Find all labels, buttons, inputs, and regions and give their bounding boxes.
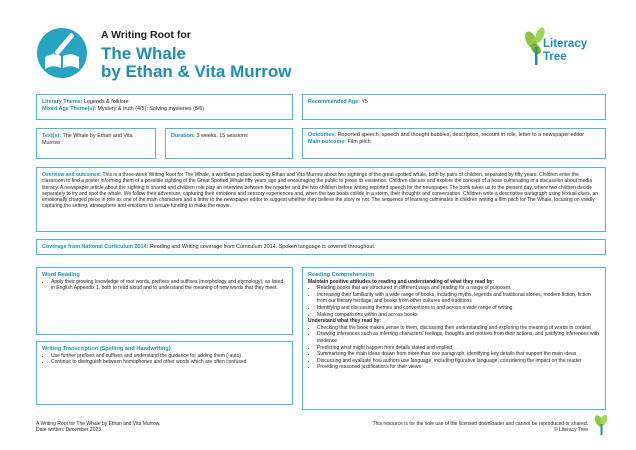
brand-name-line1: Literacy — [543, 38, 588, 50]
list-item: • Use further prefixes and suffixes and understand the guidance for adding them (-auto) — [51, 353, 287, 360]
age-label: Recommended Age: — [308, 99, 360, 105]
transcription-box — [36, 341, 293, 405]
transcription-title: Writing Transcription (Spelling and Handwriting) — [42, 346, 171, 352]
outcomes-box — [302, 128, 606, 159]
list-item: • Drawing inferences such as inferring characters' feelings, thoughts and motives from their actions, and justifying inferences with evidence — [317, 331, 600, 344]
brand-name-line2: Tree — [543, 51, 567, 63]
main-outcome-label: Main outcome: — [308, 139, 347, 145]
list-item: • Continue to distinguish between homophones and other words which are often confused — [51, 359, 287, 366]
doc-subtitle: A Writing Root for — [101, 29, 191, 41]
mixed-age-value: Mystery & truth (4/5); Solving mysteries (5/6) — [97, 106, 205, 112]
comprehension-box — [302, 267, 606, 410]
list-item: • Identifying and discussing themes and conventions in and across a wide range of writing — [317, 305, 600, 312]
themes-box — [36, 94, 293, 120]
texts-value: The Whale by Ethan and Vita Murrow — [42, 133, 133, 146]
theme-value: Legends & folklore — [83, 99, 129, 105]
coverage-label: Coverage from National Curriculum 2014: — [42, 244, 149, 250]
comprehension-subhead-2: Understand what they read by: — [308, 318, 382, 325]
outcomes-value: Reported speech, speech and thought bubbles, description, recount in role, letter to a newspaper editor — [337, 132, 584, 138]
duration-box — [165, 128, 293, 159]
coverage-box — [36, 239, 606, 255]
list-item: • Predicting what might happen from details stated and implied — [317, 345, 600, 352]
outcomes-label: Outcomes: — [308, 132, 337, 138]
footer-date: Date written: December 2023 — [36, 427, 102, 434]
list-item: • Discussing and evaluate how authors use language, including figurative language, considering the impact on the reader — [317, 358, 600, 365]
theme-label: Literary Theme: — [42, 99, 83, 105]
comprehension-subhead-1: Maintain positive attitudes to reading and understanding of what they read by: — [308, 278, 495, 285]
list-item: • Apply their growing knowledge of root words, prefixes and suffixes (morphology and etymology), as listed in English Appendix 1, both to read aloud and to understand the meaning of new words that they meet. — [51, 279, 287, 292]
footer-license-line1: This resource is for the sole use of the licensed downloader and cannot be reproduced or shared. — [372, 421, 588, 427]
footer-credit — [36, 421, 161, 434]
book-title: The Whale — [101, 44, 187, 63]
coverage-text: Reading and Writing coverage from Curriculum 2014. Spoken language is covered throughout. — [149, 244, 376, 250]
footer-credit-line1: A Writing Root for The Whale by Ethan and Vita Murrow. — [36, 421, 161, 427]
tree-icon — [592, 414, 610, 436]
list-item: • Providing reasoned justifications for their views — [317, 364, 600, 371]
comprehension-title: Reading Comprehension — [308, 272, 375, 278]
duration-value: 3 weeks, 15 sessions — [196, 133, 248, 139]
list-item: • Checking that the book makes sense to them, discussing their understanding and exploring the meaning of words in context — [317, 325, 600, 332]
texts-box — [36, 128, 156, 159]
mixed-age-label: Mixed Age Theme(s): — [42, 106, 97, 112]
word-reading-box — [36, 267, 293, 335]
brand-name — [543, 38, 587, 64]
word-reading-title: Word Reading — [42, 272, 80, 278]
texts-label: Text(s): — [42, 133, 62, 139]
book-pencil-icon — [36, 23, 88, 83]
duration-label: Duration: — [171, 133, 195, 139]
list-item: • Summarising the main ideas drawn from more than one paragraph, identifying key details that support the main ideas — [317, 351, 600, 358]
list-item: • Making comparisons within and across books — [317, 312, 600, 319]
list-item: • Increasing their familiarity with a wide range of books, including myths, legends and traditional stories, modern fiction, fiction from our literary heritage, and books from other cultures and traditions — [317, 292, 600, 305]
age-box — [302, 94, 606, 120]
overview-text: This is a three-week Writing Root for The Whale, a wordless picture book by Ethan and Vita Murrow about two sightings of the great spotted whale, both by pairs of children, separated by fifty years. Children enter the classroom to find a poster informing them of a possible sighting of the Great Spotted Whale fifty years ago and encouraging the public to prove its existence. Children discuss and explore the concept of a hoax culminating in a discussion about media literacy. A newspaper article about the sighting is shared and children role play an interview between the reporter and the two children before writing reported speech for the newspaper. The book takes us to the present day, where two children decide separately to try and spot the whale. We follow their adventure, capturing their emotions and sensory experiences and, when the two boats collide in a storm, their thoughts and conversation. Children write a descriptive paragraph using textual clues, an emotionally charged piece in role as one of the main characters and a letter to the newspaper editor to suggest whether they believe the story or not. The sequence of learning culminates in children writing a film pitch for The Whale, focusing on vividly capturing the setting, atmosphere and emotions to secure funding to make the movie. — [42, 172, 599, 210]
footer-license — [330, 421, 588, 434]
list-item: • Reading books that are structured in different ways and reading for a range of purposes — [317, 285, 600, 292]
age-value: Y5 — [361, 99, 368, 105]
footer-copyright: © Literacy Tree — [554, 427, 588, 434]
overview-label: Overview and outcomes: — [42, 172, 102, 178]
book-authors: by Ethan & Vita Murrow — [101, 62, 292, 81]
main-outcome-value: Film pitch — [347, 139, 371, 145]
overview-box — [36, 167, 606, 232]
